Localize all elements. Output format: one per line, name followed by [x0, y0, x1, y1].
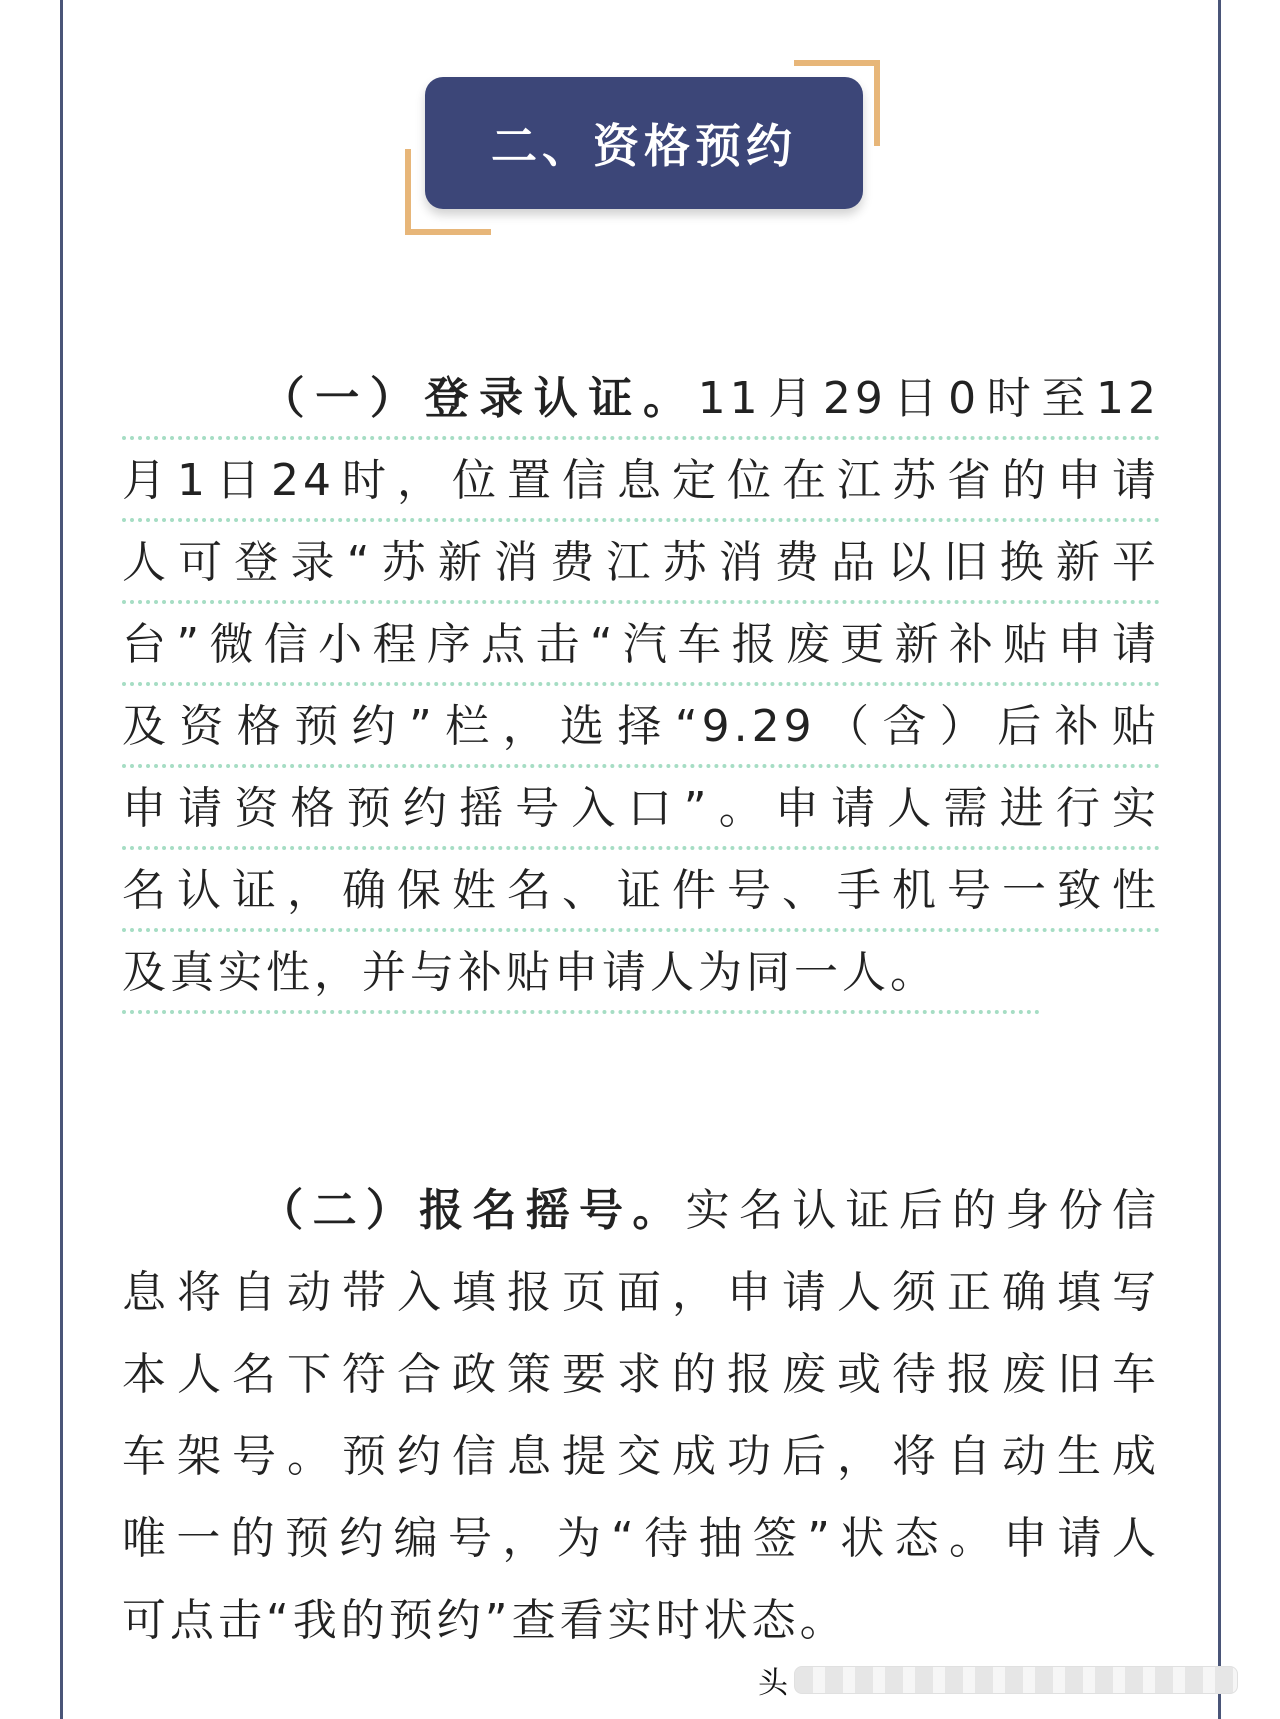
paragraph-line: 台”微信小程序点击“汽车报废更新补贴申请	[122, 604, 1160, 686]
paragraph-line	[122, 358, 1160, 440]
paragraph-line: 申请资格预约摇号入口”。申请人需进行实	[122, 768, 1160, 850]
watermark	[758, 1662, 1238, 1701]
paragraph-line: 及资格预约”栏，选择“9.29（含）后补贴	[122, 686, 1160, 768]
section-heading: 二、资格预约	[425, 77, 863, 209]
paragraph-lead: （二）报名摇号。	[254, 1185, 686, 1236]
paragraph-line: 月1日24时，位置信息定位在江苏省的申请	[122, 440, 1160, 522]
section-heading-badge	[405, 60, 880, 235]
paragraph-line: 车架号。预约信息提交成功后，将自动生成	[122, 1431, 1160, 1482]
watermark-text: 头	[758, 1666, 788, 1701]
paragraph-line: 唯一的预约编号，为“待抽签”状态。申请人	[122, 1513, 1160, 1564]
paragraph-line: 人可登录“苏新消费江苏消费品以旧换新平	[122, 522, 1160, 604]
paragraph-line: 可点击“我的预约”查看实时状态。	[122, 1595, 848, 1646]
paragraph-login-auth	[122, 358, 1160, 1014]
paragraph-line: 息将自动带入填报页面，申请人须正确填写	[122, 1267, 1160, 1318]
paragraph-line: 及真实性，并与补贴申请人为同一人。	[122, 932, 1040, 1014]
left-frame-border	[60, 0, 63, 1719]
paragraph-line: 名认证，确保姓名、证件号、手机号一致性	[122, 850, 1160, 932]
right-frame-border	[1218, 0, 1221, 1719]
paragraph-line: 本人名下符合政策要求的报废或待报废旧车	[122, 1349, 1160, 1400]
paragraph-line	[122, 1170, 1160, 1252]
paragraph-registration-lottery	[122, 1170, 1160, 1662]
paragraph-text: 11月29日0时至12	[697, 373, 1160, 424]
paragraph-text: 实名认证后的身份信	[685, 1185, 1160, 1236]
watermark-obscured-text	[794, 1666, 1238, 1694]
paragraph-lead: （一）登录认证。	[254, 373, 698, 424]
